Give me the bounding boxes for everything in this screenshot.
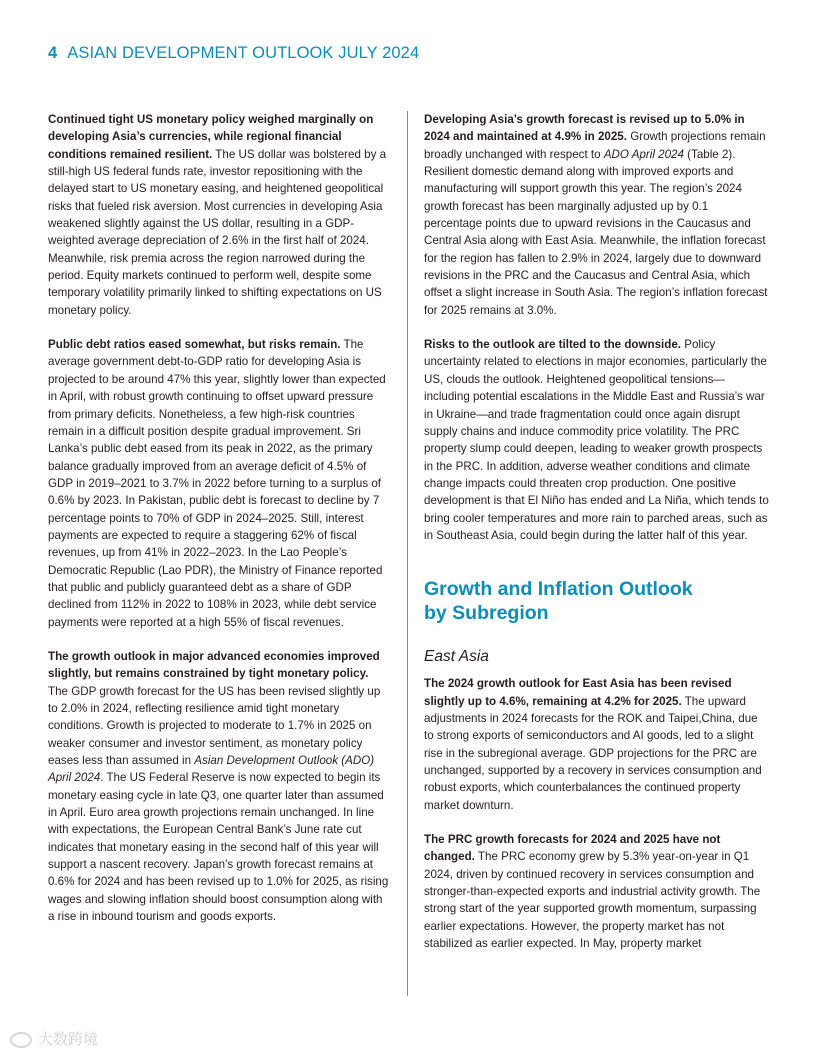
section-heading-line-1: Growth and Inflation Outlook <box>424 578 693 601</box>
paragraph-body: The US dollar was bolstered by a still-high US federal funds rate, investor repositioning with the delayed start to US monetary easing, and heightened geopolitical risks that fueled risk aversion. Most currencies in developing Asia weakened slightly against the US dollar, resulting in a GDP-weighted average depreciation of 2.6% in the first half of 2024. Meanwhile, risk premia across the region narrowed during the period. Equity markets continued to perform well, despite some temporary volatility primarily linked to shifting expectations on US monetary policy. <box>48 147 387 317</box>
section-heading-line-2: by Subregion <box>424 602 549 625</box>
watermark <box>10 1028 98 1049</box>
paragraph-body: The GDP growth forecast for the US has been revised slightly up to 2.0% in 2024, reflecting resilience amid tight monetary conditions. Growth is projected to moderate to 1.7% in 2025 on weaker consumer and investor sentiment, as monetary policy eases less than assumed in <box>48 684 381 768</box>
paragraph-prc <box>424 831 769 952</box>
paragraph-currencies <box>48 111 391 319</box>
paragraph-risks <box>424 336 769 544</box>
paragraph-growth-forecast <box>424 111 769 319</box>
paragraph-advanced-economies <box>48 648 391 926</box>
page-number: 4 <box>48 44 58 62</box>
publication-title: ASIAN DEVELOPMENT OUTLOOK JULY 2024 <box>67 44 420 62</box>
report-title-citation: ADO April 2024 <box>603 147 684 161</box>
paragraph-lead: Developing Asia’s growth forecast is revised up to 5.0% in 2024 and maintained at 4.9% in 2025. <box>424 113 745 144</box>
paragraph-lead: The PRC growth forecasts for 2024 and 2025 have not changed. <box>424 833 721 864</box>
paragraph-east-asia <box>424 675 769 814</box>
paragraph-public-debt <box>48 336 391 631</box>
watermark-logo-icon <box>10 1032 32 1048</box>
report-title-citation: Asian Development Outlook (ADO) April 2024 <box>48 754 375 785</box>
paragraph-lead: Public debt ratios eased somewhat, but risks remain. <box>48 338 341 352</box>
section-heading <box>424 577 769 625</box>
right-column <box>424 111 769 969</box>
subsection-heading: East Asia <box>424 648 489 666</box>
paragraph-body-continued: (Table 2). Resilient domestic demand along with improved exports and manufacturing will support growth this year. The region’s 2024 growth forecast has been marginally adjusted up by 0.1 percentage points due to upward revisions in the Caucasus and Central Asia along with East Asia. Meanwhile, the inflation forecast for the region has fallen to 2.9% in 2024, largely due to downward revisions in the PRC and the Caucasus and Central Asia, which offset a slight increase in South Asia. The region’s inflation forecast for 2025 remains at 3.0%. <box>424 147 768 317</box>
paragraph-body: The PRC economy grew by 5.3% year-on-year in Q1 2024, driven by continued recovery in services consumption and stronger-than-expected exports and industrial activity growth. The strong start of the year supported growth momentum, surpassing earlier expectations. However, the property market has not stabilized as earlier expected. In May, property market <box>424 850 761 951</box>
paragraph-lead: The growth outlook in major advanced economies improved slightly, but remains constrained by tight monetary policy. <box>48 649 380 681</box>
paragraph-lead: Risks to the outlook are tilted to the downside. <box>424 338 682 352</box>
paragraph-body: Growth projections remain broadly unchanged with respect to <box>424 130 766 161</box>
paragraph-lead: Continued tight US monetary policy weighed marginally on developing Asia’s currencies, while regional financial conditions remained resilient. <box>48 113 374 161</box>
paragraph-body: Policy uncertainty related to elections in major economies, particularly the US, clouds the outlook. Heightened geopolitical tensions—including potential escalations in the Middle East and Russia’s war in Ukraine—and trade fragmentation could once again disrupt supply chains and induce commodity price volatility. The PRC property slump could deepen, leading to weaker growth prospects in the PRC. In addition, adverse weather conditions and climate change impacts could threaten crop production. One positive development is that El Niño has ended and La Niña, which tends to bring cooler temperatures and more rain to parched areas, such as in Southeast Asia, could begin during the latter half of this year. <box>424 338 769 542</box>
left-column <box>48 111 391 942</box>
column-divider <box>407 111 408 996</box>
watermark-text: 大数跨境 <box>38 1031 99 1048</box>
running-header <box>48 44 419 63</box>
paragraph-body: The average government debt-to-GDP ratio for developing Asia is projected to be around 47% this year, slightly lower than expected in April, with robust growth continuing to offset upward pressure from primary deficits. Nonetheless, a few high-risk countries remain in a difficult position despite gradual improvement. Sri Lanka’s public debt eased from its peak in 2022, as the primary balance gradually improved from an average deficit of 4.5% of GDP in 2019–2021 to 3.7% in 2022 before turning to a surplus of 0.6% by 2023. In Pakistan, public debt is forecast to decline by 7 percentage points to 70% of GDP in 2024–2025. Still, interest payments are expected to require a staggering 62% of fiscal revenues, up from 41% in 2022–2023. In the Lao People’s Democratic Republic (Lao PDR), the Ministry of Finance reported that public and publicly guaranteed debt as a share of GDP declined from 112% in 2022 to 108% in 2023, while debt service payments were reported at a high 55% of fiscal revenues. <box>48 338 386 629</box>
paragraph-body-continued: . The US Federal Reserve is now expected to begin its monetary easing cycle in late Q3, one quarter later than assumed in April. Euro area growth projections remain unchanged. In line with expectations, the European Central Bank’s June rate cut indicates that monetary easing in the second half of this year will support a nascent recovery. Japan’s growth forecast remains at 0.6% for 2024 and has been revised up to 1.0% for 2025, as rising wages and slowing inflation should boost consumption along with a rise in inbound tourism and goods exports. <box>48 771 389 924</box>
paragraph-lead: The 2024 growth outlook for East Asia has been revised slightly up to 4.6%, remaining at 4.2% for 2025. <box>424 677 732 708</box>
paragraph-body: The upward adjustments in 2024 forecasts for the ROK and Taipei,China, due to strong exports of semiconductors and AI goods, led to a slight rise in the subregional average. GDP projections for the PRC are unchanged, supported by a recovery in services consumption and robust exports, which counterbalances the continued property market downturn. <box>424 694 762 812</box>
